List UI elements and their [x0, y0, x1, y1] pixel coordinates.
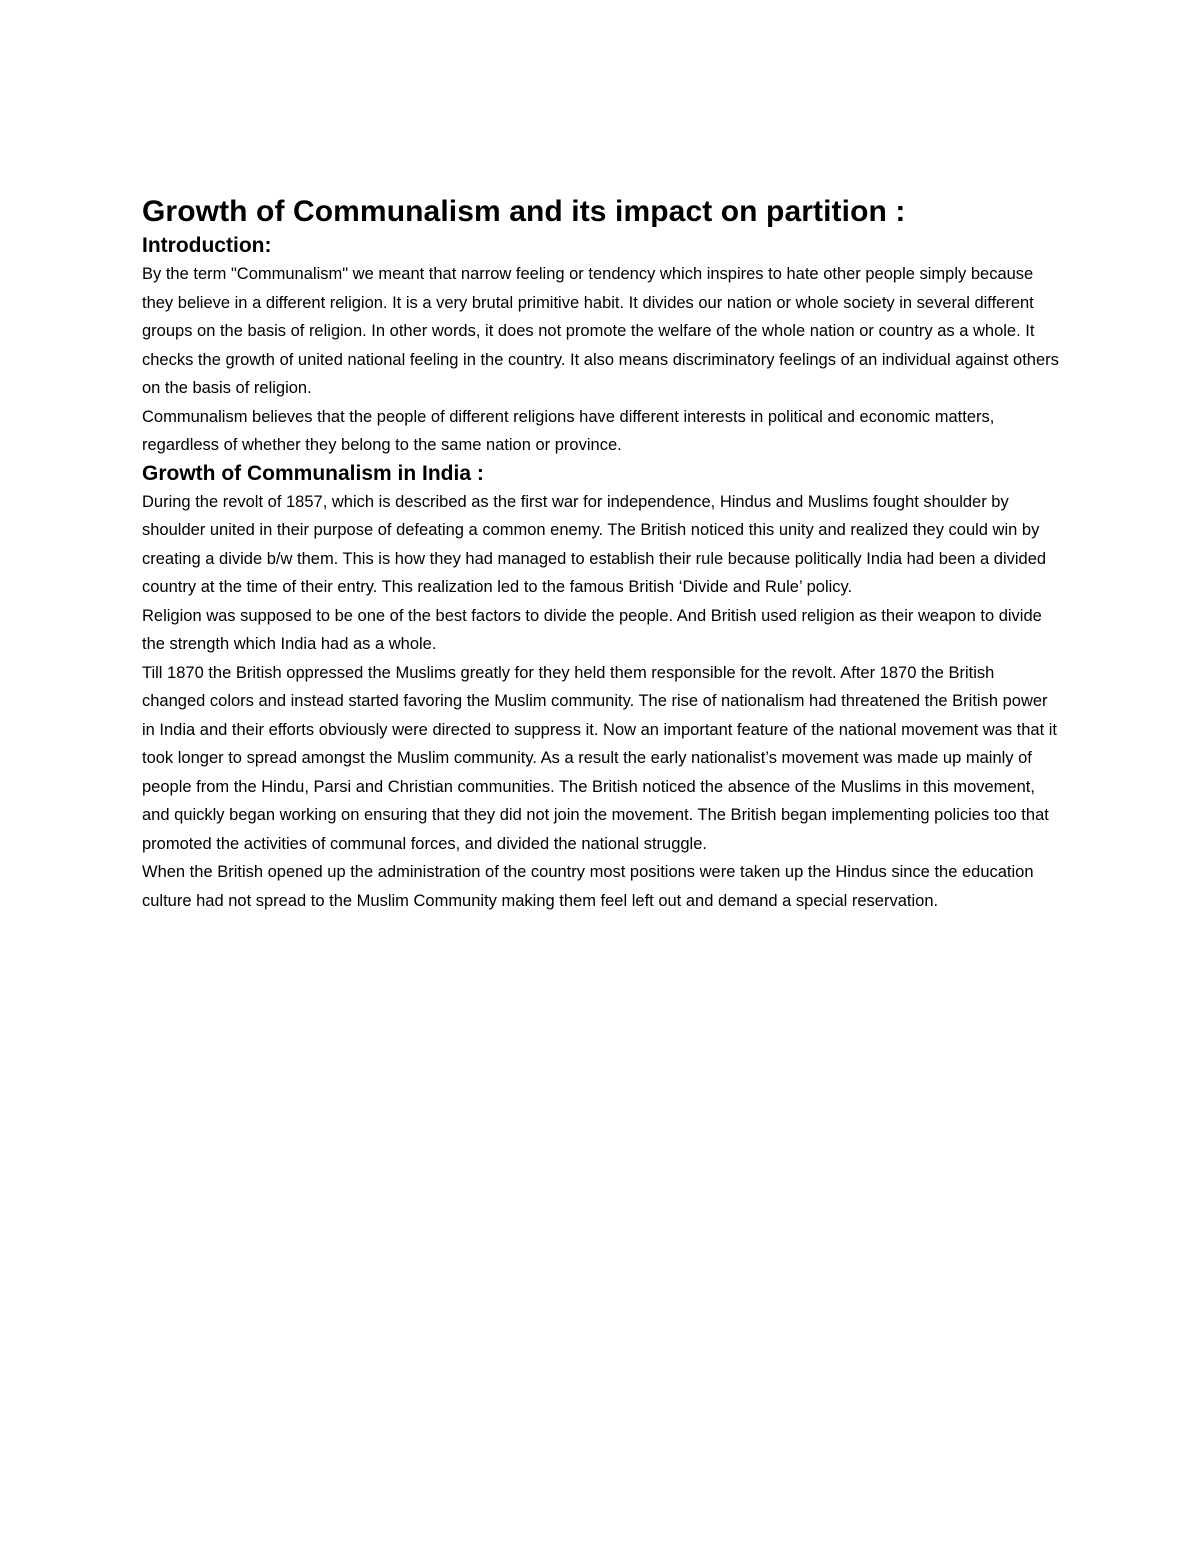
introduction-heading: Introduction:: [142, 234, 272, 257]
growth-paragraph: During the revolt of 1857, which is described as the first war for independence, Hindus and Muslims fought shoulder by shoulder united in their purpose of defeating a common enemy. The British noticed this unity and realized they could win by creating a divide b/w them. This is how they had managed to establish their rule because politically India had been a divided country at the time of their entry. This realization led to the famous British ‘Divide and Rule’ policy.: [142, 492, 1047, 596]
introduction-paragraph: By the term "Communalism" we meant that narrow feeling or tendency which inspires to hate other people simply because they believe in a different religion. It is a very brutal primitive habit. It divides our nation or whole society in several different groups on the basis of religion. In other words, it does not promote the welfare of the whole nation or country as a whole. It checks the growth of united national feeling in the country. It also means discriminatory feelings of an individual against others on the basis of religion.: [142, 265, 1059, 397]
growth-paragraph: Till 1870 the British oppressed the Muslims greatly for they held them responsible for the revolt. After 1870 the British changed colors and instead started favoring the Muslim community. The rise of nationalism had threatened the British power in India and their efforts obviously were directed to suppress it. Now an important feature of the national movement was that it took longer to spread amongst the Muslim community. As a result the early nationalist’s movement was made up mainly of people from the Hindu, Parsi and Christian communities. The British noticed the absence of the Muslims in this movement, and quickly began working on ensuring that they did not join the movement. The British began implementing policies too that promoted the activities of communal forces, and divided the national struggle.: [142, 663, 1058, 853]
growth-paragraph: When the British opened up the administration of the country most positions were taken up the Hindus since the education culture had not spread to the Muslim Community making them feel left out and demand a special reservation.: [142, 863, 1034, 910]
introduction-paragraph: Communalism believes that the people of different religions have different interests in political and economic matters, regardless of whether they belong to the same nation or province.: [142, 407, 995, 454]
document-content: [142, 192, 1062, 915]
document-title: Growth of Communalism and its impact on partition :: [142, 195, 906, 228]
growth-paragraph: Religion was supposed to be one of the best factors to divide the people. And British used religion as their weapon to divide the strength which India had as a whole.: [142, 606, 1042, 653]
growth-heading: Growth of Communalism in India :: [142, 461, 484, 485]
